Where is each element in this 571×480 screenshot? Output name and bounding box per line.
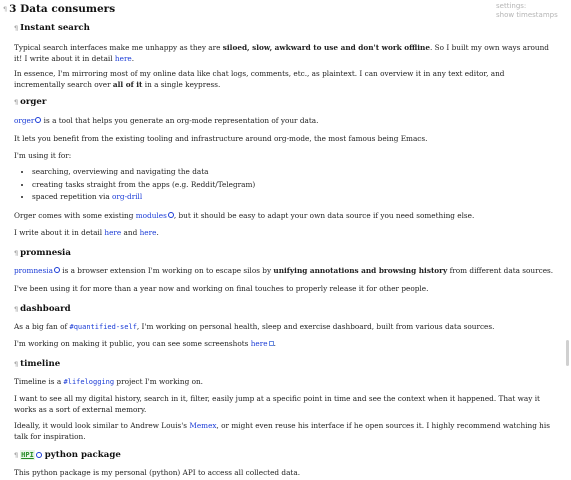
text: . xyxy=(131,53,135,63)
paragraph: I want to see all my digital history, search in it, filter, easily jump at a specific point in time and see the context when it happened. That way it works as a sort of external memory. xyxy=(14,394,540,414)
promnesia-link[interactable]: promnesia xyxy=(14,266,53,275)
heading-text: Instant search xyxy=(20,23,90,33)
text: Ideally, it would look similar to Andrew Louis's xyxy=(14,421,190,430)
anchor-icon[interactable]: ¶ xyxy=(14,97,19,106)
heading-text: dashboard xyxy=(20,304,71,314)
scrollbar[interactable] xyxy=(566,340,569,366)
heading-text: promnesia xyxy=(20,248,71,258)
anchor-icon[interactable]: ¶ xyxy=(14,304,19,313)
text: . xyxy=(156,228,159,237)
list-item: • creating tasks straight from the apps (e.g. Reddit/Telegram) xyxy=(32,179,255,192)
text: In essence, I'm mirroring most of my online data like chat logs, comments, etc., as plaintext. I can overview it in any text editor, and incrementally search over xyxy=(14,69,505,89)
heading-text: python package xyxy=(41,450,121,460)
anchor-icon[interactable]: ¶ xyxy=(14,450,19,459)
text: I'm working on making it public, you can see some screenshots xyxy=(14,339,251,348)
section-heading-instant-search xyxy=(14,22,90,34)
text: , but it should be easy to adapt your own data source if you need something else. xyxy=(173,211,475,220)
org-drill-link[interactable]: org-drill xyxy=(112,192,143,201)
paragraph: This python package is my personal (python) API to access all collected data. xyxy=(14,468,301,477)
anchor-icon[interactable]: ¶ xyxy=(14,359,19,368)
bold-text: siloed, slow, awkward to use and don't work offline xyxy=(222,43,431,52)
paragraph xyxy=(14,69,554,90)
text: , I'm working on personal health, sleep and exercise dashboard, built from various data sources. xyxy=(136,322,495,331)
paragraph xyxy=(14,377,554,388)
here-link[interactable]: here xyxy=(139,228,157,237)
text: in a single keypress. xyxy=(142,79,221,89)
here-link[interactable]: here xyxy=(114,53,132,63)
quantified-self-tag[interactable]: #quantified-self xyxy=(69,323,137,331)
section-heading-promnesia xyxy=(14,247,71,259)
modules-link[interactable]: modules xyxy=(135,211,167,220)
text: I write about it in detail xyxy=(14,228,105,237)
heading-text: timeline xyxy=(20,359,61,369)
here-link[interactable]: here xyxy=(104,228,122,237)
anchor-icon[interactable]: ¶ xyxy=(3,4,8,13)
settings-panel xyxy=(496,2,558,20)
paragraph xyxy=(14,322,554,333)
text: Timeline is a xyxy=(14,377,64,386)
text: spaced repetition via xyxy=(32,192,113,201)
page-title: 3 Data consumers xyxy=(9,3,116,15)
section-heading-timeline xyxy=(14,358,60,370)
paragraph xyxy=(14,43,554,64)
text: is a browser extension I'm working on to escape silos by xyxy=(59,266,274,275)
section-heading-dashboard xyxy=(14,303,71,315)
section-heading-orger xyxy=(14,96,46,108)
settings-label: settings: xyxy=(496,2,527,10)
paragraph xyxy=(14,211,554,222)
text: Orger comes with some existing xyxy=(14,211,136,220)
screenshots-link[interactable]: here xyxy=(250,339,268,348)
text: project I'm working on. xyxy=(114,377,203,386)
page-title-row xyxy=(3,2,115,17)
paragraph xyxy=(14,339,554,350)
heading-text: orger xyxy=(20,97,47,107)
text: Typical search interfaces make me unhappy as they are xyxy=(14,43,223,52)
hpi-tag[interactable]: HPI xyxy=(21,451,34,460)
show-timestamps-link[interactable]: show timestamps xyxy=(496,11,558,20)
section-heading-hpi xyxy=(14,449,121,461)
paragraph xyxy=(14,421,554,442)
text: and xyxy=(121,228,140,237)
list-item: • searching, overviewing and navigating the data xyxy=(32,166,255,179)
bold-text: unifying annotations and browsing history xyxy=(273,266,448,275)
text: . So I built my own ways around it! I write about it in detail xyxy=(14,43,549,63)
paragraph: I've been using it for more than a year now and working on final touches to properly release it for other people. xyxy=(14,284,429,293)
text: , or might even reuse his interface if he open sources it. I highly recommend watching his talk for inspiration. xyxy=(14,421,550,441)
text: As a big fan of xyxy=(14,322,70,331)
anchor-icon[interactable]: ¶ xyxy=(14,23,19,32)
text: is a tool that helps you generate an org-mode representation of your data. xyxy=(41,116,319,125)
paragraph xyxy=(14,266,554,277)
memex-link[interactable]: Memex xyxy=(189,421,217,430)
text: . xyxy=(273,339,276,348)
paragraph: I'm using it for: xyxy=(14,151,72,160)
lifelogging-tag[interactable]: #lifelogging xyxy=(63,378,115,386)
bullet-list xyxy=(14,166,255,204)
anchor-icon[interactable]: ¶ xyxy=(14,248,19,257)
paragraph: It lets you benefit from the existing tooling and infrastructure around org-mode, the most famous being Emacs. xyxy=(14,134,428,143)
list-item xyxy=(32,191,255,204)
bold-text: all of it xyxy=(112,79,143,89)
paragraph xyxy=(14,228,554,239)
paragraph xyxy=(14,116,554,127)
orger-link[interactable]: orger xyxy=(14,116,35,125)
text: from different data sources. xyxy=(447,266,554,275)
